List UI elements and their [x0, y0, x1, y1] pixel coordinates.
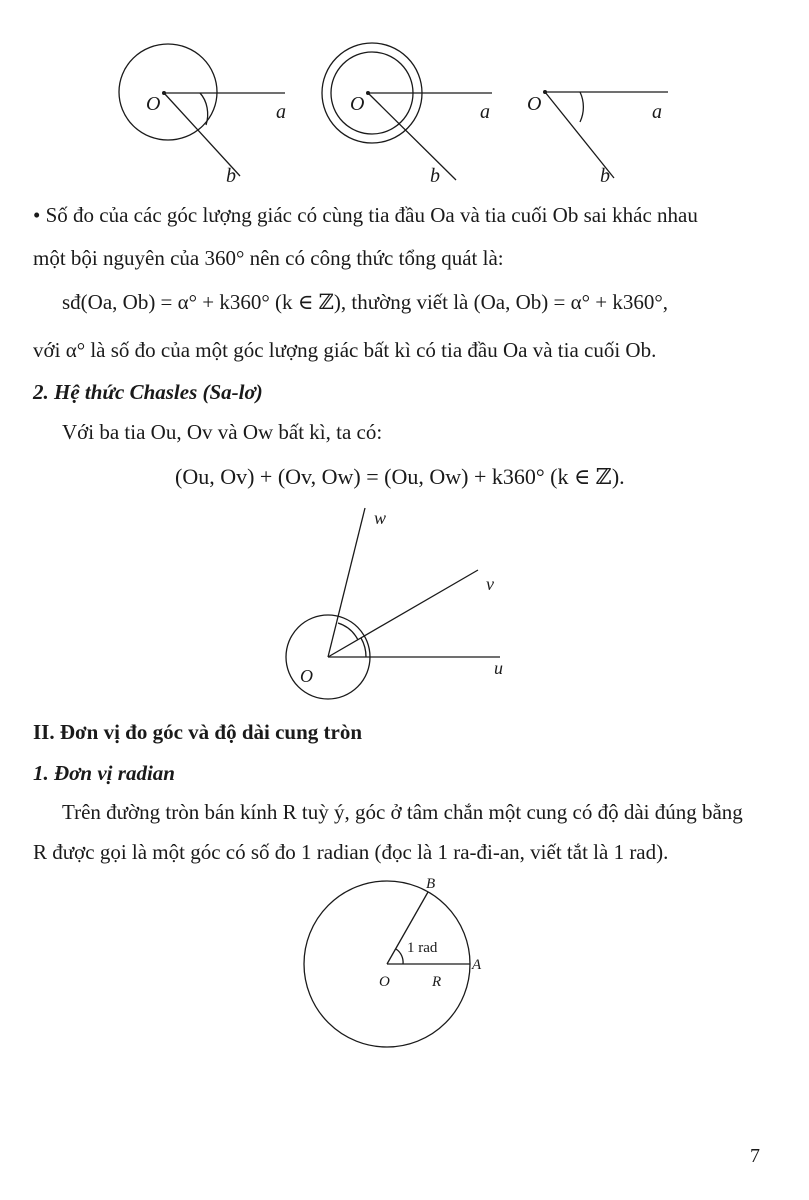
page-number: 7: [750, 1145, 760, 1167]
heading-chasles: 2. Hệ thức Chasles (Sa-lơ): [33, 380, 263, 404]
figure-chasles: [286, 508, 503, 699]
paragraph-line: một bội nguyên của 360° nên có công thức tổng quát là:: [33, 246, 504, 270]
label-a: a: [276, 101, 286, 123]
paragraph-line: • Số đo của các góc lượng giác có cùng tia đầu Oa và tia cuối Ob sai khác nhau: [33, 203, 698, 227]
label-b: b: [600, 165, 610, 187]
label-a: a: [480, 101, 490, 123]
paragraph-line: R được gọi là một góc có số đo 1 radian (đọc là 1 ra-đi-an, viết tắt là 1 rad).: [33, 840, 669, 864]
label-u: u: [494, 658, 503, 678]
section-heading: II. Đơn vị đo góc và độ dài cung tròn: [33, 720, 363, 744]
label-b: b: [226, 165, 236, 187]
figure-simple-angle: [527, 90, 668, 187]
paragraph-line: Trên đường tròn bán kính R tuỳ ý, góc ở tâm chắn một cung có độ dài đúng bằng: [62, 800, 743, 824]
rotation-arrow-icon: [361, 638, 366, 657]
label-R: R: [432, 974, 442, 990]
formula-chasles: (Ou, Ov) + (Ov, Ow) = (Ou, Ow) + k360° (k ∈ ℤ).: [175, 464, 625, 489]
label-B: B: [426, 876, 436, 892]
formula-general: sđ(Oa, Ob) = α° + k360° (k ∈ ℤ), thường viết là (Oa, Ob) = α° + k360°,: [62, 290, 668, 314]
label-1-rad: 1 rad: [407, 940, 438, 956]
figure-angle-over-two-turns: [322, 43, 492, 187]
label-A: A: [472, 957, 482, 973]
label-b: b: [430, 165, 440, 187]
label-O: O: [146, 93, 161, 115]
label-O: O: [300, 666, 313, 686]
figure-radian: [304, 876, 482, 1047]
heading-radian: 1. Đơn vị radian: [33, 761, 175, 785]
paragraph-line: với α° là số đo của một góc lượng giác bất kì có tia đầu Oa và tia cuối Ob.: [33, 338, 657, 362]
angle-arc-icon: [396, 949, 403, 964]
label-a: a: [652, 101, 662, 123]
label-w: w: [374, 508, 387, 528]
label-O: O: [379, 974, 390, 990]
figure-angle-over-full-turn: [119, 44, 286, 187]
rotation-arrow-icon: [580, 92, 583, 122]
label-O: O: [527, 93, 542, 115]
rotation-arrow-icon: [200, 93, 208, 125]
label-v: v: [486, 574, 494, 594]
paragraph-line: Với ba tia Ou, Ov và Ow bất kì, ta có:: [62, 420, 383, 444]
label-O: O: [350, 93, 365, 115]
